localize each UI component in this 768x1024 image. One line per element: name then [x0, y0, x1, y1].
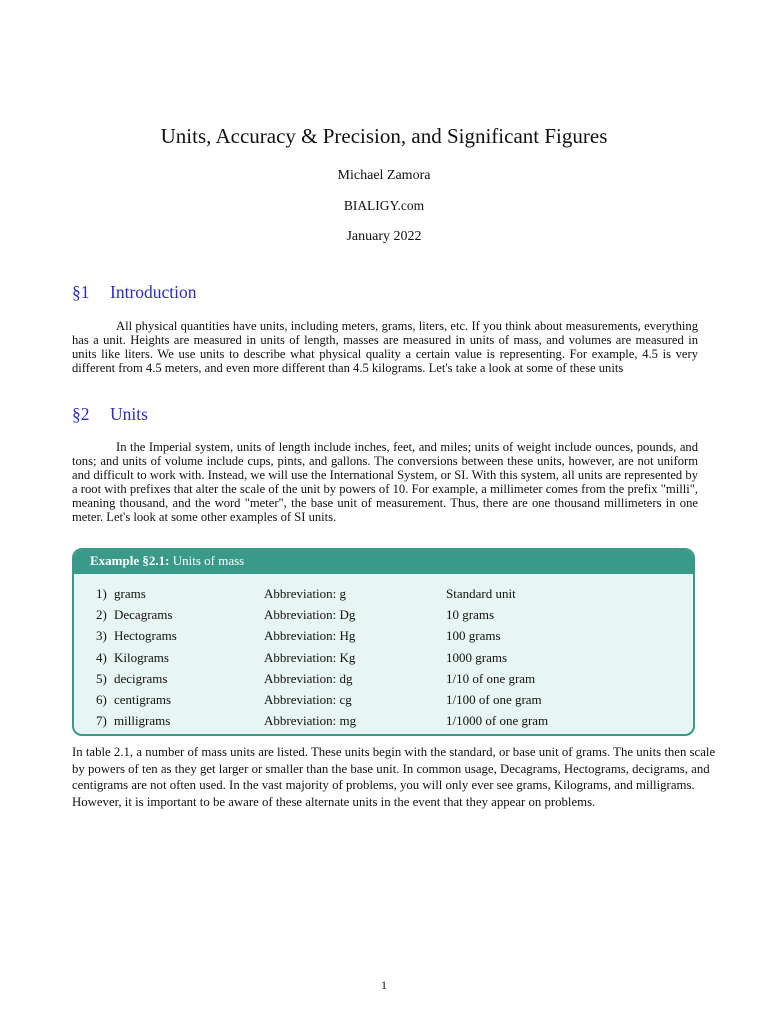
example-header [74, 550, 693, 574]
document-date: January 2022 [346, 229, 422, 244]
example-box [72, 548, 695, 736]
unit-value: 1/100 of one gram [446, 691, 542, 707]
document-title: Units, Accuracy & Precision, and Significant Figures [160, 124, 608, 148]
intro-paragraph [72, 319, 698, 375]
page-number: 1 [381, 978, 387, 992]
unit-abbreviation: Abbreviation: cg [264, 691, 352, 707]
author-name: Michael Zamora [337, 168, 431, 183]
item-number: 1) [96, 586, 107, 601]
unit-value: 1/1000 of one gram [446, 713, 549, 729]
units-paragraph [72, 440, 698, 524]
list-item [74, 628, 693, 649]
units-paragraph-text: In the Imperial system, units of length include inches, feet, and miles; units of weight include ounces, pounds, and tons; and units of volume include cups, pints, and gallons. The conversions between these units, however, are not uniform and difficult to work with. Instead, we will use the International System, or SI. With this system, all units are represented by a root with prefixes that alter the scale of the unit by powers of 10. For example, a millimeter comes from the prefix "milli", meaning thousand, and the word "meter", the base unit of measurement. Thus, there are one thousand millimeters in one meter. Let's look at some other examples of SI units. [72, 440, 698, 524]
unit-abbreviation: Abbreviation: Dg [264, 607, 356, 623]
section-number: §2 [72, 404, 90, 424]
section-heading-units [72, 403, 148, 425]
unit-value: 100 grams [446, 628, 501, 644]
example-list [74, 586, 693, 734]
unit-abbreviation: Abbreviation: Kg [264, 649, 356, 665]
section-title: Units [110, 404, 148, 424]
example-label: Example §2.1: [90, 553, 170, 568]
unit-value: 10 grams [446, 607, 495, 623]
item-number: 6) [96, 691, 107, 707]
list-item [74, 671, 693, 692]
list-item [74, 713, 693, 734]
list-item [74, 586, 693, 607]
unit-name: milligrams [114, 713, 171, 729]
unit-abbreviation: Abbreviation: g [264, 586, 346, 601]
site-name: BIALIGY.com [343, 198, 425, 213]
unit-abbreviation: Abbreviation: Hg [264, 628, 356, 644]
list-item [74, 650, 693, 671]
list-item [74, 692, 693, 713]
unit-name: centigrams [114, 691, 172, 707]
example-title: Units of mass [172, 553, 245, 568]
unit-name: Decagrams [114, 607, 173, 623]
item-number: 2) [96, 607, 107, 623]
item-number: 4) [96, 649, 107, 665]
unit-abbreviation: Abbreviation: mg [264, 713, 357, 729]
unit-value: 1/10 of one gram [446, 670, 536, 686]
unit-abbreviation: Abbreviation: dg [264, 670, 353, 686]
unit-value: Standard unit [446, 586, 516, 601]
item-number: 7) [96, 713, 107, 729]
unit-value: 1000 grams [446, 649, 508, 665]
item-number: 5) [96, 670, 107, 686]
unit-name: Hectograms [114, 628, 177, 644]
unit-name: Kilograms [114, 649, 169, 665]
table-discussion-paragraph: In table 2.1, a number of mass units are listed. These units begin with the standard, or base unit of grams. The units then scale by powers of ten as they get larger or smaller than the base unit. In common usage, Decagrams, Hectograms, decigrams, and centigrams are not often used. In the vast majority of problems, you will only ever see grams, Kilograms, and milligrams. However, it is important to be aware of these alternate units in the event that they appear on problems. [72, 745, 716, 809]
unit-name: decigrams [114, 670, 168, 686]
section-heading-introduction [72, 281, 197, 303]
list-item [74, 607, 693, 628]
section-number: §1 [72, 282, 90, 302]
section-title: Introduction [110, 282, 197, 302]
item-number: 3) [96, 628, 107, 644]
intro-paragraph-text: All physical quantities have units, including meters, grams, liters, etc. If you think about measurements, everything has a unit. Heights are measured in units of length, masses are measured in units of mass, and volumes are measured in units like liters. We use units to describe what physical quality a certain value is representing. For example, 4.5 is very different from 4.5 meters, and even more different than 4.5 kilograms. Let's take a look at some of these units [72, 319, 698, 375]
unit-name: grams [114, 586, 146, 601]
